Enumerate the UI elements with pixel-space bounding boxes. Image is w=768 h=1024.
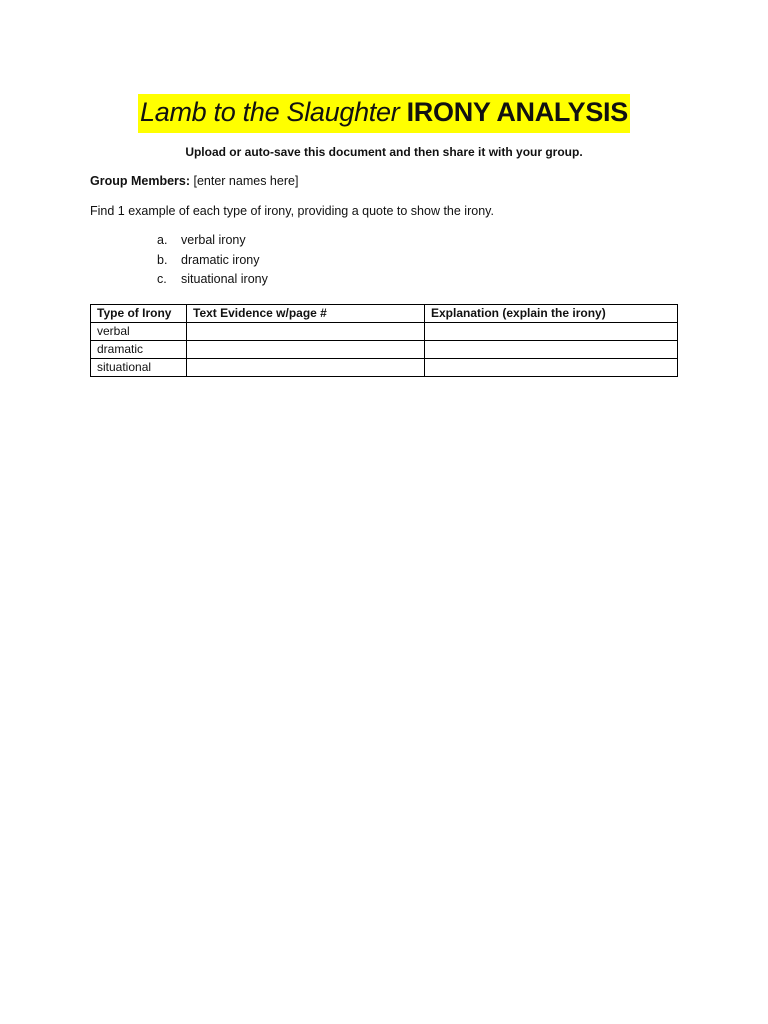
table-header-row [91, 305, 678, 323]
group-members-line [90, 174, 298, 188]
title-assignment-name: IRONY ANALYSIS [406, 97, 628, 127]
cell-explanation[interactable] [425, 359, 678, 377]
cell-text-evidence[interactable] [187, 323, 425, 341]
list-item-text: situational irony [181, 272, 268, 286]
cell-irony-type: dramatic [91, 341, 187, 359]
title-block [0, 94, 768, 133]
list-item [157, 271, 268, 291]
list-item-text: dramatic irony [181, 252, 260, 267]
table-row [91, 323, 678, 341]
group-members-value[interactable]: [enter names here] [193, 174, 299, 188]
table-row [91, 359, 678, 377]
header-explanation: Explanation (explain the irony) [425, 305, 678, 323]
list-item-text: verbal irony [181, 233, 246, 247]
list-item [157, 252, 268, 272]
cell-irony-type: situational [91, 359, 187, 377]
list-marker: c. [157, 272, 167, 286]
group-members-label: Group Members: [90, 174, 191, 188]
list-marker: a. [157, 233, 168, 247]
cell-text-evidence[interactable] [187, 359, 425, 377]
table-row [91, 341, 678, 359]
title-story-name: Lamb to the Slaughter [140, 97, 400, 127]
irony-analysis-table [90, 304, 678, 377]
irony-types-list [157, 232, 268, 291]
cell-text-evidence[interactable] [187, 341, 425, 359]
list-item [157, 232, 268, 252]
instructions-subtitle: Upload or auto-save this document and then share it with your group. [185, 145, 583, 159]
header-type-of-irony: Type of Irony [91, 305, 187, 323]
header-text-evidence: Text Evidence w/page # [187, 305, 425, 323]
cell-irony-type: verbal [91, 323, 187, 341]
list-marker: b. [157, 252, 168, 267]
task-instruction: Find 1 example of each type of irony, providing a quote to show the irony. [90, 204, 494, 218]
cell-explanation[interactable] [425, 323, 678, 341]
page-title [138, 94, 630, 133]
cell-explanation[interactable] [425, 341, 678, 359]
